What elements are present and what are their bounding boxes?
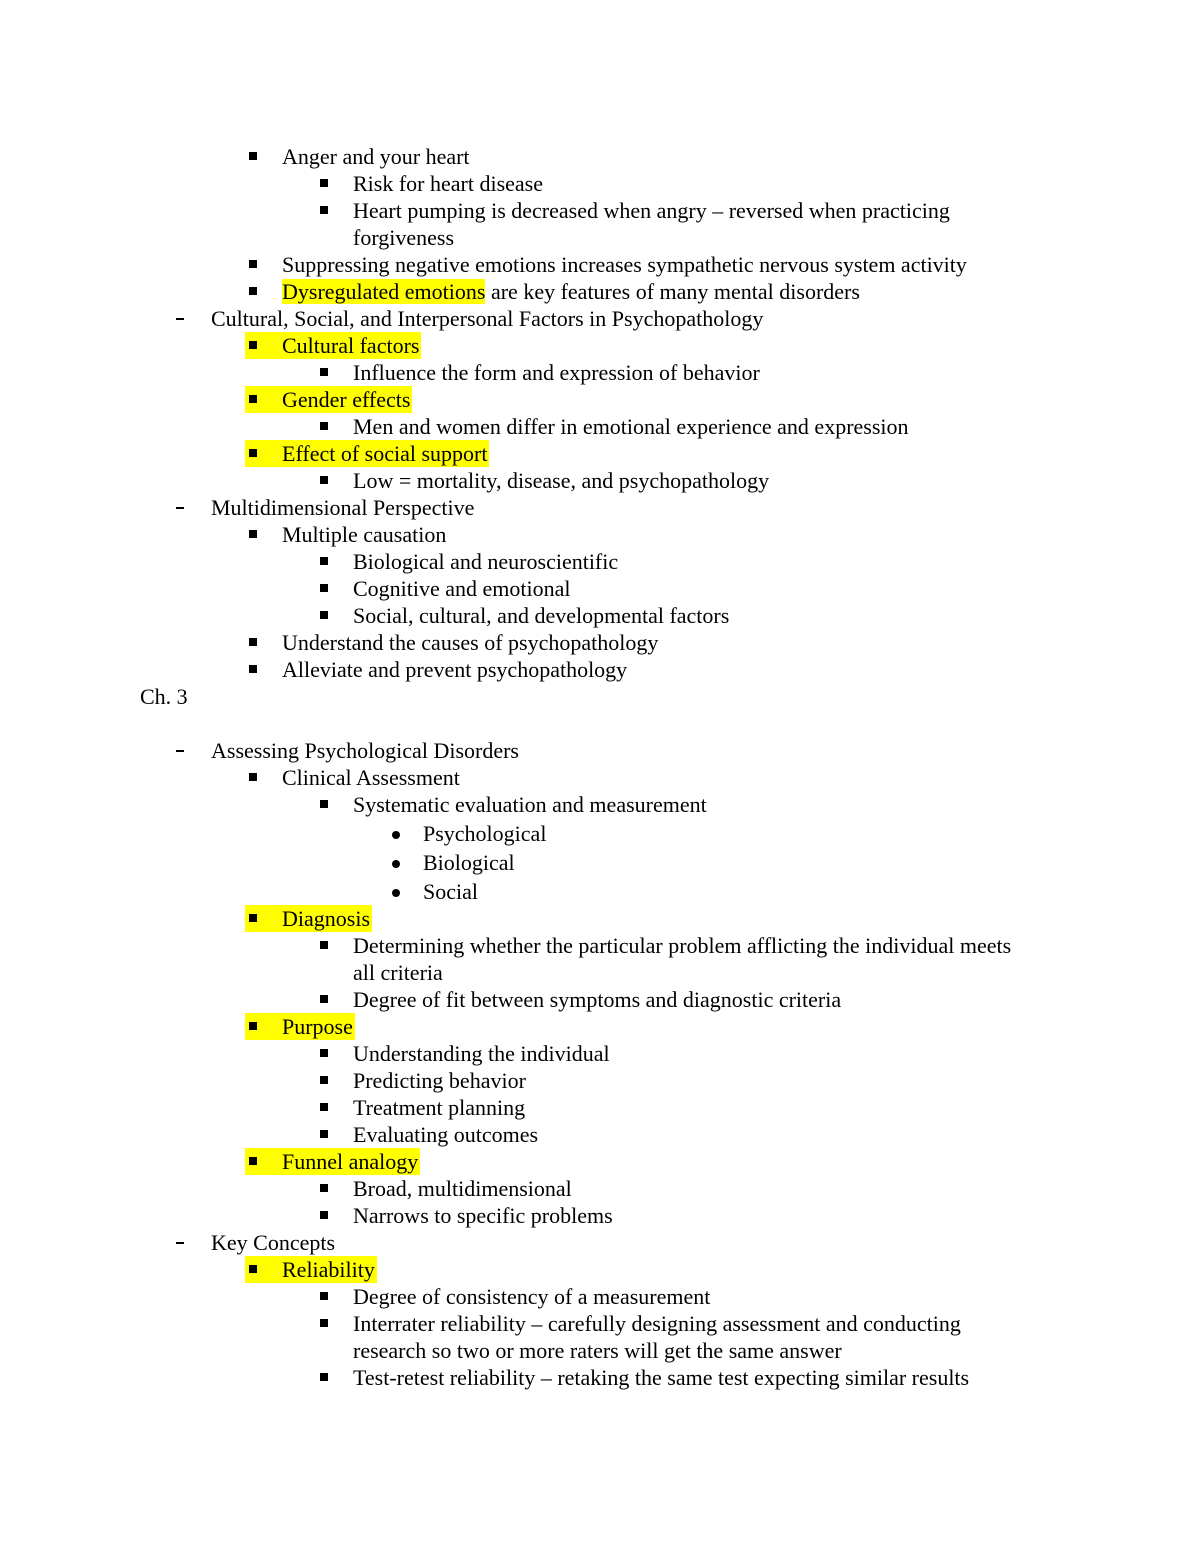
dash-icon xyxy=(176,1229,206,1256)
item-text xyxy=(353,1067,526,1094)
square-icon xyxy=(320,548,350,575)
square-icon xyxy=(249,1256,279,1283)
item-text xyxy=(353,1364,969,1391)
square-icon xyxy=(249,251,279,278)
square-icon xyxy=(249,386,279,413)
item-text xyxy=(423,878,478,905)
highlighted-text: Dysregulated emotions xyxy=(282,279,486,304)
square-icon xyxy=(320,1283,350,1310)
text-run: Influence the form and expression of behavior xyxy=(353,360,760,385)
item-text xyxy=(282,629,658,656)
square-icon xyxy=(320,932,350,959)
item-text xyxy=(353,932,1011,959)
item-text xyxy=(353,602,729,629)
highlighted-text: Cultural factors xyxy=(282,333,420,358)
text-run: Multidimensional Perspective xyxy=(211,495,475,520)
dash-icon xyxy=(176,494,206,521)
text-run: Key Concepts xyxy=(211,1230,336,1255)
text-run: Cultural, Social, and Interpersonal Factors in Psychopathology xyxy=(211,306,764,331)
square-icon xyxy=(249,1148,279,1175)
text-run: forgiveness xyxy=(353,225,455,250)
text-run: Biological xyxy=(423,850,515,875)
square-icon xyxy=(320,1202,350,1229)
square-icon xyxy=(320,791,350,818)
item-text xyxy=(353,1310,961,1337)
item-text xyxy=(353,959,443,986)
text-run: Clinical Assessment xyxy=(282,765,460,790)
item-text xyxy=(282,521,446,548)
item-text xyxy=(353,359,760,386)
item-text xyxy=(211,305,763,332)
item-text xyxy=(211,737,519,764)
item-text xyxy=(423,820,546,847)
item-text xyxy=(353,1175,572,1202)
item-text xyxy=(140,683,188,710)
square-icon xyxy=(249,143,279,170)
text-run: Degree of consistency of a measurement xyxy=(353,1284,711,1309)
item-text xyxy=(282,440,487,467)
text-run: Assessing Psychological Disorders xyxy=(211,738,519,763)
item-text xyxy=(353,1040,610,1067)
highlighted-text: Purpose xyxy=(282,1014,353,1039)
square-icon xyxy=(249,629,279,656)
text-run: Anger and your heart xyxy=(282,144,470,169)
square-icon xyxy=(320,359,350,386)
square-icon xyxy=(320,575,350,602)
square-icon xyxy=(249,278,279,305)
square-icon xyxy=(320,1094,350,1121)
text-run: Interrater reliability – carefully designing assessment and conducting xyxy=(353,1311,961,1336)
highlighted-text: Effect of social support xyxy=(282,441,488,466)
item-text xyxy=(353,548,618,575)
text-run: Heart pumping is decreased when angry – reversed when practicing xyxy=(353,198,950,223)
text-run: Understanding the individual xyxy=(353,1041,610,1066)
text-run: Men and women differ in emotional experience and expression xyxy=(353,414,909,439)
text-run: Determining whether the particular problem afflicting the individual meets xyxy=(353,933,1012,958)
square-icon xyxy=(249,521,279,548)
square-icon xyxy=(320,1040,350,1067)
item-text xyxy=(282,905,370,932)
text-run: Systematic evaluation and measurement xyxy=(353,792,707,817)
square-icon xyxy=(320,1364,350,1391)
highlighted-text: Funnel analogy xyxy=(282,1149,419,1174)
square-icon xyxy=(320,197,350,224)
text-run: Ch. 3 xyxy=(140,684,188,709)
text-run: Broad, multidimensional xyxy=(353,1176,572,1201)
item-text xyxy=(282,332,419,359)
text-run: are key features of many mental disorders xyxy=(485,279,860,304)
item-text xyxy=(353,1094,525,1121)
item-text xyxy=(282,386,410,413)
text-run: Degree of fit between symptoms and diagnostic criteria xyxy=(353,987,842,1012)
highlighted-text: Reliability xyxy=(282,1257,375,1282)
text-run: all criteria xyxy=(353,960,443,985)
item-text xyxy=(353,575,571,602)
dash-icon xyxy=(176,737,206,764)
text-run: Low = mortality, disease, and psychopathology xyxy=(353,468,770,493)
text-run: Test-retest reliability – retaking the same test expecting similar results xyxy=(353,1365,970,1390)
square-icon xyxy=(249,905,279,932)
square-icon xyxy=(249,332,279,359)
item-text xyxy=(282,278,860,305)
item-text xyxy=(282,251,967,278)
item-text xyxy=(282,656,627,683)
text-run: Understand the causes of psychopathology xyxy=(282,630,659,655)
text-run: Risk for heart disease xyxy=(353,171,543,196)
text-run: Biological and neuroscientific xyxy=(353,549,619,574)
dash-icon xyxy=(176,305,206,332)
item-text xyxy=(353,224,454,251)
highlighted-text: Gender effects xyxy=(282,387,411,412)
dot-icon xyxy=(392,820,422,847)
item-text xyxy=(282,1256,375,1283)
square-icon xyxy=(320,170,350,197)
item-text xyxy=(353,467,769,494)
item-text xyxy=(423,849,515,876)
item-text xyxy=(282,143,470,170)
item-text xyxy=(353,170,543,197)
text-run: Treatment planning xyxy=(353,1095,526,1120)
text-run: Predicting behavior xyxy=(353,1068,526,1093)
item-text xyxy=(353,791,707,818)
item-text xyxy=(353,1121,538,1148)
item-text xyxy=(353,413,909,440)
item-text xyxy=(353,1202,613,1229)
text-run: Narrows to specific problems xyxy=(353,1203,613,1228)
text-run: Multiple causation xyxy=(282,522,447,547)
text-run: Psychological xyxy=(423,821,547,846)
text-run: Cognitive and emotional xyxy=(353,576,571,601)
item-text xyxy=(282,1148,418,1175)
square-icon xyxy=(320,1121,350,1148)
square-icon xyxy=(249,1013,279,1040)
dot-icon xyxy=(392,849,422,876)
item-text xyxy=(353,986,841,1013)
item-text xyxy=(353,1283,710,1310)
item-text xyxy=(282,1013,353,1040)
item-text xyxy=(211,1229,335,1256)
item-text xyxy=(353,197,950,224)
item-text xyxy=(353,1337,842,1364)
square-icon xyxy=(320,467,350,494)
square-icon xyxy=(320,1310,350,1337)
square-icon xyxy=(249,764,279,791)
text-run: Evaluating outcomes xyxy=(353,1122,539,1147)
square-icon xyxy=(249,440,279,467)
square-icon xyxy=(320,413,350,440)
highlighted-text: Diagnosis xyxy=(282,906,370,931)
square-icon xyxy=(320,986,350,1013)
text-run: research so two or more raters will get the same answer xyxy=(353,1338,842,1363)
text-run: Social, cultural, and developmental factors xyxy=(353,603,730,628)
square-icon xyxy=(320,1175,350,1202)
text-run: Suppressing negative emotions increases sympathetic nervous system activity xyxy=(282,252,967,277)
item-text xyxy=(282,764,460,791)
square-icon xyxy=(320,602,350,629)
dot-icon xyxy=(392,878,422,905)
item-text xyxy=(211,494,474,521)
square-icon xyxy=(249,656,279,683)
text-run: Alleviate and prevent psychopathology xyxy=(282,657,628,682)
text-run: Social xyxy=(423,879,478,904)
square-icon xyxy=(320,1067,350,1094)
